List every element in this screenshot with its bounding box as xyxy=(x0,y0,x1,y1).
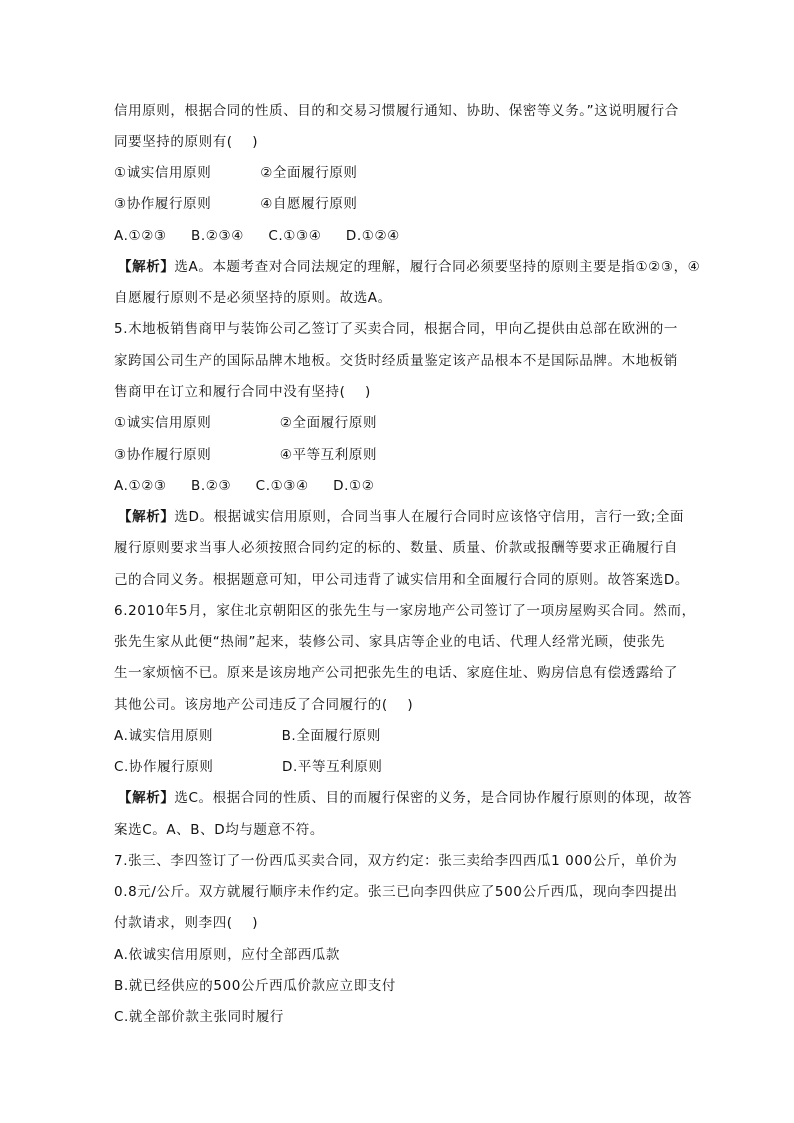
text-line: 付款请求，则李四( ) xyxy=(114,915,259,931)
answer-option: B.就已经供应的500公斤西瓜价款应立即支付 xyxy=(114,978,397,994)
text-line: ①诚实信用原则 ②全面履行原则 xyxy=(114,165,358,181)
analysis-line: 【解析】选D。根据诚实信用原则，合同当事人在履行合同时应该恪守信用，言行一致;全面 xyxy=(118,509,685,525)
answer-options: A.①②③ B.②③④ C.①③④ D.①②④ xyxy=(114,228,400,244)
text-line: 自愿履行原则不是必须坚持的原则。故选A。 xyxy=(114,290,392,306)
text-line: 履行原则要求当事人必须按照合同约定的标的、数量、质量、价款或报酬等要求正确履行自 xyxy=(114,540,678,556)
analysis-label: 解析 xyxy=(132,790,161,806)
answer-options: A.①②③ B.②③ C.①③④ D.①② xyxy=(114,478,375,494)
question-5: 5.木地板销售商甲与装饰公司乙签订了买卖合同，根据合同，甲向乙提供由总部在欧洲的一 xyxy=(114,321,678,337)
text-line: 生一家烦恼不已。原来是该房地产公司把张先生的电话、家庭住址、购房信息有偿透露给了 xyxy=(114,665,678,681)
question-6: 6.2010年5月，家住北京朝阳区的张先生与一家房地产公司签订了一项房屋购买合同。然而， xyxy=(114,603,696,619)
text-line: 家跨国公司生产的国际品牌木地板。交货时经质量鉴定该产品根本不是国际品牌。木地板销 xyxy=(114,353,678,369)
analysis-line: 【解析】选A。本题考查对合同法规定的理解，履行合同必须要坚持的原则主要是指①②③，④ xyxy=(118,259,701,275)
answer-option: A.依诚实信用原则，应付全部西瓜款 xyxy=(114,947,340,963)
analysis-label: 解析 xyxy=(132,509,161,525)
text-line: ③协作履行原则 ④自愿履行原则 xyxy=(114,196,358,212)
analysis-text: 选D。根据诚实信用原则，合同当事人在履行合同时应该恪守信用，言行一致;全面 xyxy=(174,509,685,525)
text-line: 张先生家从此便“热闹”起来，装修公司、家具店等企业的电话、代理人经常光顾，使张先 xyxy=(114,634,665,650)
analysis-label: 解析 xyxy=(132,259,161,275)
text-line: 信用原则，根据合同的性质、目的和交易习惯履行通知、协助、保密等义务。”这说明履行合 xyxy=(114,103,679,119)
answer-option: A.诚实信用原则 B.全面履行原则 xyxy=(114,728,381,744)
text-line: 0.8元/公斤。双方就履行顺序未作约定。张三已向李四供应了500公斤西瓜，现向李四提出 xyxy=(114,884,678,900)
text-line: 同要坚持的原则有( ) xyxy=(114,134,259,150)
answer-option: C.协作履行原则 D.平等互利原则 xyxy=(114,759,383,775)
text-line: 其他公司。该房地产公司违反了合同履行的( ) xyxy=(114,697,414,713)
analysis-text: 选C。根据合同的性质、目的而履行保密的义务，是合同协作履行原则的体现，故答 xyxy=(174,790,693,806)
text-line: 售商甲在订立和履行合同中没有坚持( ) xyxy=(114,384,371,400)
answer-option: C.就全部价款主张同时履行 xyxy=(114,1009,285,1025)
question-7: 7.张三、李四签订了一份西瓜买卖合同，双方约定：张三卖给李四西瓜1 000公斤，单价为 xyxy=(114,853,678,869)
text-line: 案选C。A、B、D均与题意不符。 xyxy=(114,822,324,838)
text-line: 己的合同义务。根据题意可知，甲公司违背了诚实信用和全面履行合同的原则。故答案选D。 xyxy=(114,572,689,588)
analysis-line: 【解析】选C。根据合同的性质、目的而履行保密的义务，是合同协作履行原则的体现，故答 xyxy=(118,790,693,806)
analysis-text: 选A。本题考查对合同法规定的理解，履行合同必须要坚持的原则主要是指①②③，④ xyxy=(174,259,701,275)
text-line: ①诚实信用原则 ②全面履行原则 xyxy=(114,415,378,431)
text-line: ③协作履行原则 ④平等互利原则 xyxy=(114,447,378,463)
